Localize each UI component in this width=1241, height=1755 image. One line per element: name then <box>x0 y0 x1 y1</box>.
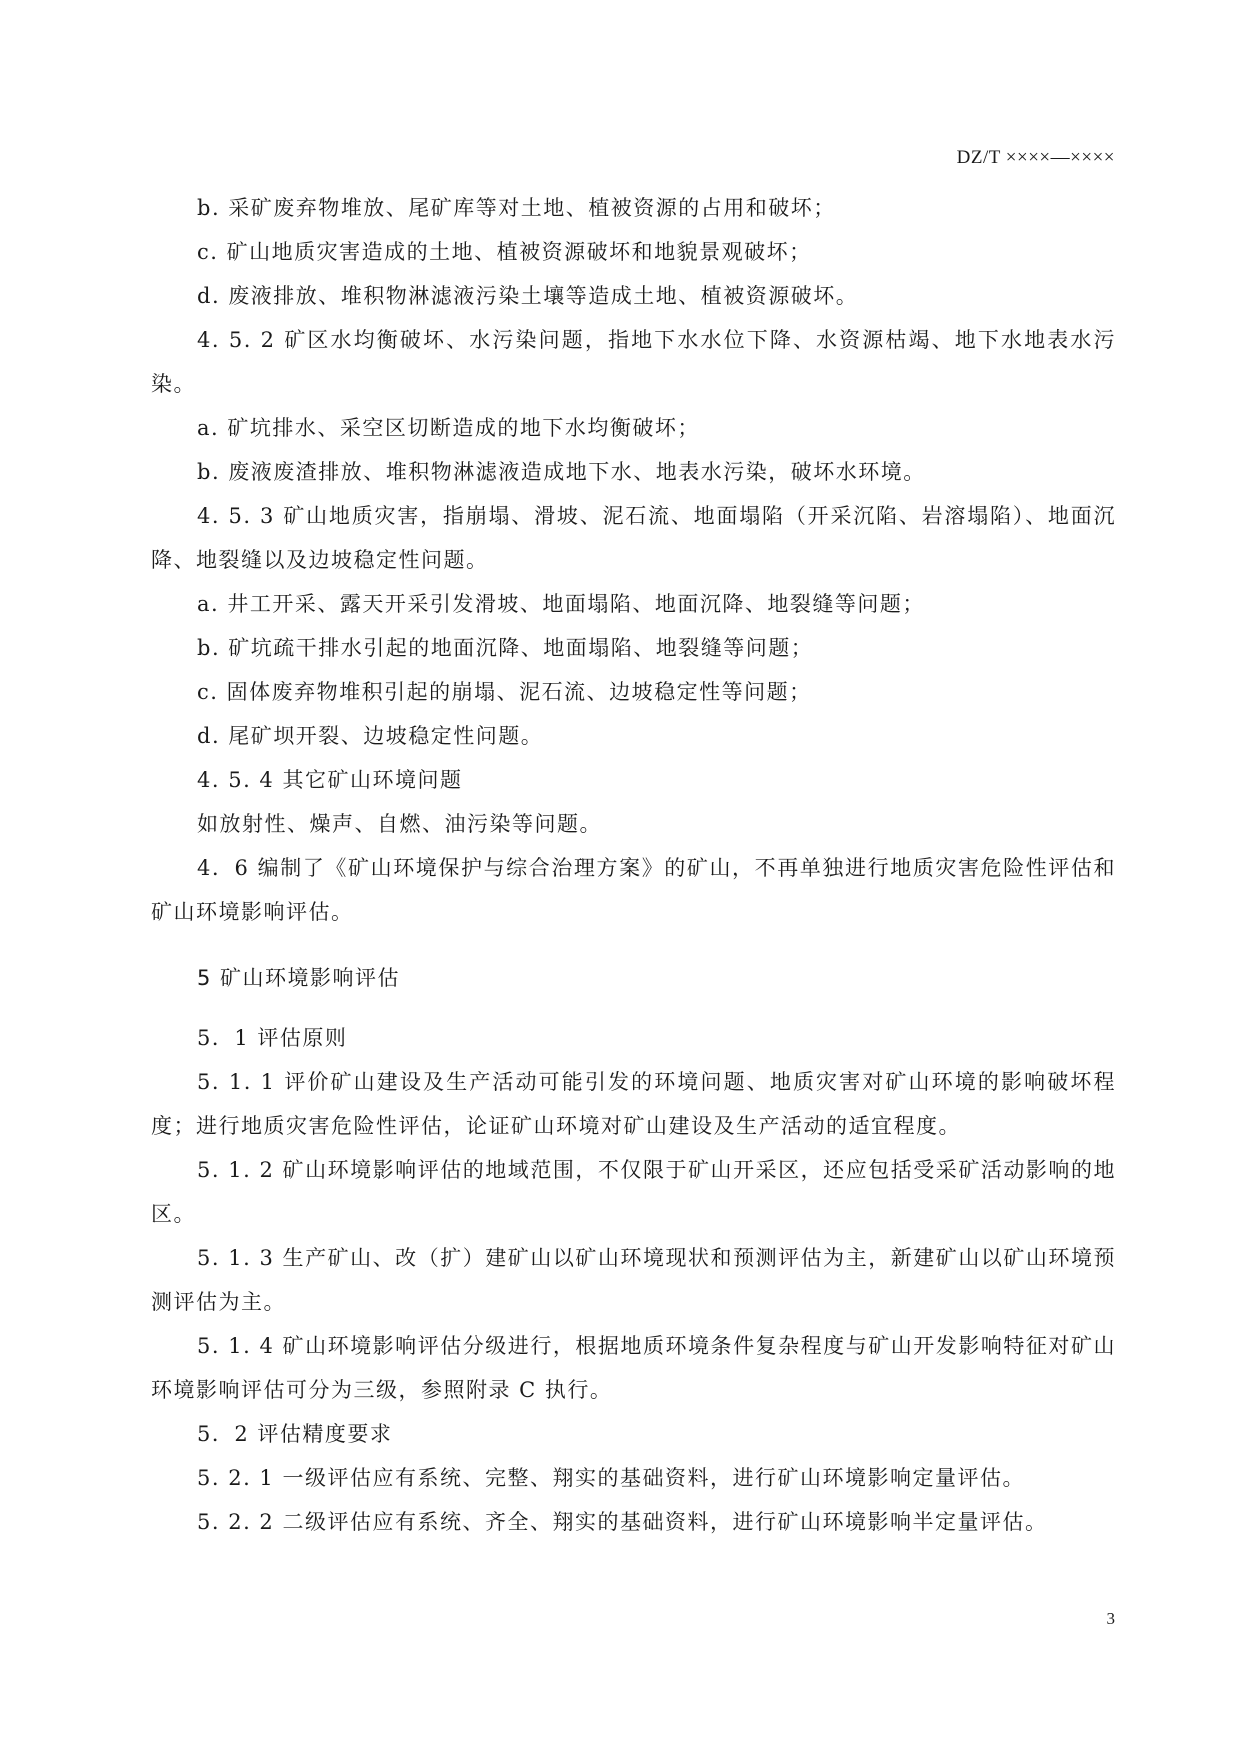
paragraph: b. 矿坑疏干排水引起的地面沉降、地面塌陷、地裂缝等问题； <box>197 636 814 660</box>
paragraph: 5. 2. 1 一级评估应有系统、完整、翔实的基础资料，进行矿山环境影响定量评估。 <box>197 1466 1025 1490</box>
paragraph: 4．6 编制了《矿山环境保护与综合治理方案》的矿山，不再单独进行地质灾害危险性评估和矿山环境影响评估。 <box>151 856 1116 924</box>
paragraph: 4. 5. 2 矿区水均衡破坏、水污染问题，指地下水水位下降、水资源枯竭、地下水地表水污染。 <box>151 328 1116 396</box>
paragraph: 如放射性、燥声、自燃、油污染等问题。 <box>197 812 602 836</box>
paragraph: 5. 1. 4 矿山环境影响评估分级进行，根据地质环境条件复杂程度与矿山开发影响特征对矿山环境影响评估可分为三级，参照附录 C 执行。 <box>151 1334 1116 1402</box>
paragraph: 4. 5. 4 其它矿山环境问题 <box>197 768 463 792</box>
paragraph: b. 采矿废弃物堆放、尾矿库等对土地、植被资源的占用和破坏； <box>197 196 836 220</box>
paragraph: c. 矿山地质灾害造成的土地、植被资源破坏和地貌景观破坏； <box>197 240 812 264</box>
paragraph: 4. 5. 3 矿山地质灾害，指崩塌、滑坡、泥石流、地面塌陷（开采沉陷、岩溶塌陷）、地面沉降、地裂缝以及边坡稳定性问题。 <box>151 504 1116 572</box>
subsection-heading: 5．2 评估精度要求 <box>197 1422 393 1446</box>
paragraph: a. 井工开采、露天开采引发滑坡、地面塌陷、地面沉降、地裂缝等问题； <box>197 592 925 616</box>
section-heading: 5 矿山环境影响评估 <box>197 966 401 990</box>
subsection-heading: 5．1 评估原则 <box>197 1026 348 1050</box>
document-body <box>151 186 1116 1544</box>
paragraph: 5. 1. 2 矿山环境影响评估的地域范围，不仅限于矿山开采区，还应包括受采矿活动影响的地区。 <box>151 1158 1116 1226</box>
paragraph: a. 矿坑排水、采空区切断造成的地下水均衡破坏； <box>197 416 700 440</box>
paragraph: c. 固体废弃物堆积引起的崩塌、泥石流、边坡稳定性等问题； <box>197 680 812 704</box>
paragraph: d. 废液排放、堆积物淋滤液污染土壤等造成土地、植被资源破坏。 <box>197 284 859 308</box>
paragraph: 5. 2. 2 二级评估应有系统、齐全、翔实的基础资料，进行矿山环境影响半定量评估。 <box>197 1510 1048 1534</box>
paragraph: d. 尾矿坝开裂、边坡稳定性问题。 <box>197 724 544 748</box>
document-code-header: DZ/T ××××—×××× <box>956 147 1115 168</box>
paragraph: b. 废液废渣排放、堆积物淋滤液造成地下水、地表水污染，破坏水环境。 <box>197 460 926 484</box>
paragraph: 5. 1. 3 生产矿山、改（扩）建矿山以矿山环境现状和预测评估为主，新建矿山以矿山环境预测评估为主。 <box>151 1246 1116 1314</box>
page-number: 3 <box>1106 1609 1115 1628</box>
paragraph: 5. 1. 1 评价矿山建设及生产活动可能引发的环境问题、地质灾害对矿山环境的影响破坏程度；进行地质灾害危险性评估，论证矿山环境对矿山建设及生产活动的适宜程度。 <box>151 1070 1116 1138</box>
